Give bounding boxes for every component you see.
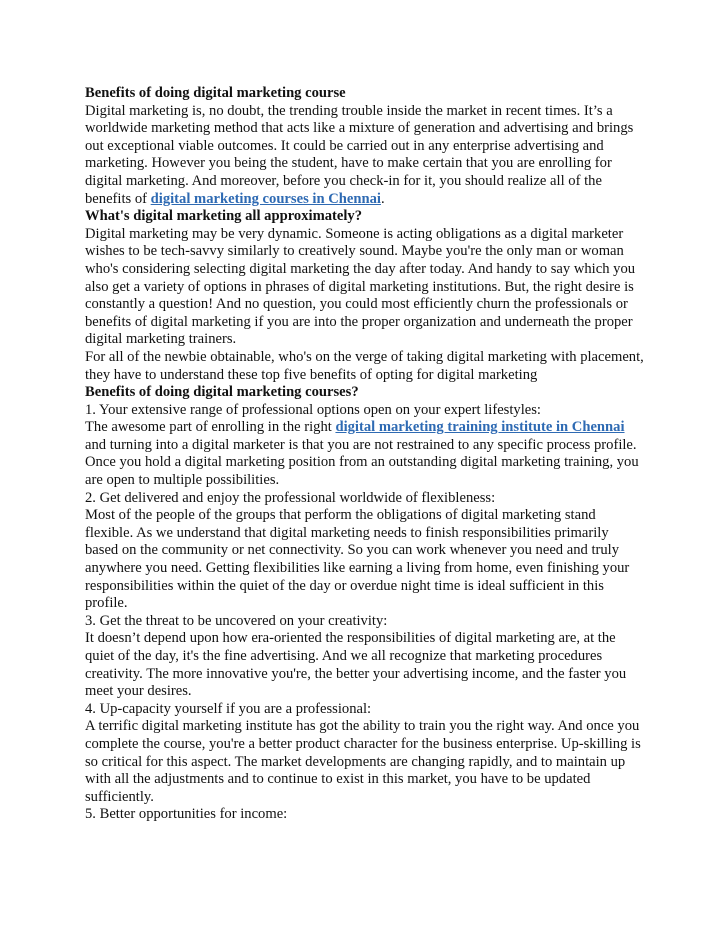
item-4-title: 4. Up-capacity yourself if you are a professional:	[85, 700, 372, 717]
heading-benefits-course: Benefits of doing digital marketing course	[85, 85, 346, 101]
courses-link[interactable]: digital marketing courses in Chennai	[150, 190, 381, 207]
institute-link[interactable]: digital marketing training institute in Chennai	[335, 419, 625, 436]
heading-what-is: What's digital marketing all approximately?	[85, 208, 363, 225]
item-1-body	[85, 419, 645, 489]
heading-benefits-list: Benefits of doing digital marketing courses?	[85, 384, 359, 401]
intro-end: .	[380, 190, 385, 207]
item-2-title: 2. Get delivered and enjoy the professional worldwide of flexibleness:	[85, 489, 496, 506]
document-page	[85, 85, 645, 824]
item-3-title: 3. Get the threat to be uncovered on your creativity:	[85, 612, 388, 629]
item-3-body: It doesn’t depend upon how era-oriented the responsibilities of digital marketing are, at the quiet of the day, it's the fine advertising. And we all recognize that marketing procedures creativity. The more innovative you're, the better your advertising income, and the faster you meet your desires.	[85, 630, 627, 700]
newbie-paragraph: For all of the newbie obtainable, who's on the verge of taking digital marketing with placement, they have to understand these top five benefits of opting for digital marketing	[85, 348, 644, 383]
item-1-title: 1. Your extensive range of professional options open on your expert lifestyles:	[85, 401, 541, 418]
intro-text: Digital marketing is, no doubt, the trending trouble inside the market in recent times. It’s a worldwide marketing method that acts like a mixture of generation and advertising and brings out exceptional viable outcomes. It could be carried out in any enterprise advertising and marketing. However you being the student, have to make certain that you are enrolling for digital marketing. And moreover, before you check-in for it, you should realize all of the benefits of	[85, 102, 634, 207]
item-2-body: Most of the people of the groups that perform the obligations of digital marketing stand flexible. As we understand that digital marketing needs to finish responsibilities primarily based on the community or net connectivity. So you can work whenever you need and truly anywhere you need. Getting flexibilities like earning a living from home, even finishing your responsibilities within the quiet of the day or overdue night time is ideal sufficient in this profile.	[85, 507, 630, 612]
item-1-pre: The awesome part of enrolling in the right	[85, 419, 336, 436]
what-is-paragraph: Digital marketing may be very dynamic. Someone is acting obligations as a digital marketer wishes to be tech-savvy similarly to creatively sound. Maybe you're the only man or woman who's considering selecting digital marketing the day after today. And handy to say which you also get a variety of options in phrases of digital marketing institutions. But, the right desire is constantly a question! And no question, you could most efficiently churn the professionals or benefits of digital marketing if you are into the proper organization and underneath the proper digital marketing trainers.	[85, 225, 636, 348]
item-1-post: and turning into a digital marketer is that you are not restrained to any specific process profile. Once you hold a digital marketing position from an outstanding digital marketing training, you are open to multiple possibilities.	[85, 436, 639, 489]
item-4-body: A terrific digital marketing institute has got the ability to train you the right way. And once you complete the course, you're a better product character for the business enterprise. Up-skilling is so critical for this aspect. The market developments are changing rapidly, and to maintain up with all the adjustments and to continue to exist in this market, you have to be updated sufficiently.	[85, 718, 641, 805]
intro-paragraph	[85, 103, 645, 209]
item-5-title: 5. Better opportunities for income:	[85, 806, 288, 823]
